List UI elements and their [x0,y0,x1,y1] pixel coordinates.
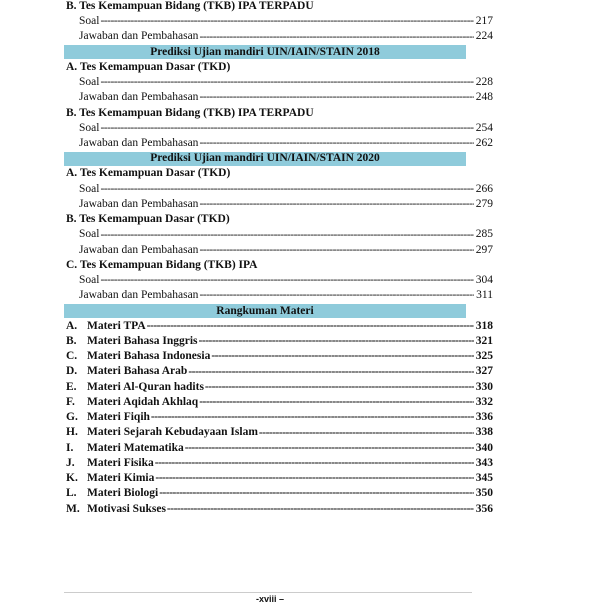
dot-leader [167,502,474,517]
dot-leader [155,471,474,486]
entry-letter: K. [66,472,78,485]
dot-leader [199,288,474,303]
entry-letter: L. [66,487,77,500]
entry-title: Materi Bahasa Inggris [87,335,198,348]
footer-divider [64,592,472,593]
dot-leader [151,410,474,425]
entry-letter: M. [66,502,80,515]
entry-page-number: 266 [475,182,493,195]
toc-entry [64,136,493,151]
entry-page-number: 350 [475,487,493,500]
entry-title: Soal [79,76,100,89]
toc-entry [64,334,493,349]
toc-section-heading: B. Tes Kemampuan Bidang (TKB) IPA TERPADU [66,0,314,12]
toc-entry [64,486,493,501]
dot-leader [147,319,474,334]
toc-entry [64,380,493,395]
entry-title: Jawaban dan Pembahasan [79,289,199,302]
toc-entry [64,273,493,288]
entry-page-number: 285 [475,228,493,241]
toc-entry [64,182,493,197]
entry-letter: D. [66,365,78,378]
entry-page-number: 356 [475,502,493,515]
entry-page-number: 304 [475,274,493,287]
dot-leader [199,90,474,105]
entry-page-number: 338 [475,426,493,439]
entry-title: Jawaban dan Pembahasan [79,137,199,150]
dot-leader [199,334,474,349]
entry-page-number: 327 [475,365,493,378]
toc-entry [64,425,493,440]
entry-title: Materi Al-Quran hadits [87,380,204,393]
dot-leader [205,380,474,395]
toc-entry [64,364,493,379]
dot-leader [259,426,474,441]
dot-leader [159,486,474,501]
dot-leader [185,441,474,456]
entry-page-number: 311 [476,289,493,302]
toc-entry [64,456,493,471]
toc-entry [64,75,493,90]
toc-entry [64,319,493,334]
entry-title: Motivasi Sukses [87,502,166,515]
dot-leader [199,30,474,45]
entry-title: Materi TPA [87,319,146,332]
entry-title: Soal [79,274,100,287]
entry-page-number: 248 [475,91,493,104]
dot-leader [100,75,474,90]
entry-page-number: 217 [475,15,493,28]
entry-page-number: 345 [475,472,493,485]
dot-leader [211,349,474,364]
toc-entry [64,441,493,456]
toc-section-heading: A. Tes Kemampuan Dasar (TKD) [66,60,231,73]
entry-page-number: 254 [475,121,493,134]
toc-entry [64,471,493,486]
entry-letter: C. [66,350,78,363]
section-header-bar: Rangkuman Materi [64,304,466,318]
toc-entry [64,121,493,136]
entry-title: Materi Fiqih [87,411,150,424]
entry-page-number: 343 [475,456,493,469]
entry-title: Materi Matematika [87,441,184,454]
entry-title: Materi Fisika [87,456,154,469]
toc-entry [64,395,493,410]
section-header-bar: Prediksi Ujian mandiri UIN/IAIN/STAIN 2020 [64,152,466,166]
dot-leader [100,228,474,243]
toc-entry [64,349,493,364]
dot-leader [199,136,474,151]
toc-entry [64,197,493,212]
dot-leader [100,182,474,197]
entry-page-number: 340 [475,441,493,454]
entry-letter: J. [66,456,75,469]
entry-letter: E. [66,380,77,393]
entry-title: Soal [79,121,100,134]
toc-entry [64,90,493,105]
table-of-contents [64,0,493,517]
entry-page-number: 330 [475,380,493,393]
section-header-bar: Prediksi Ujian mandiri UIN/IAIN/STAIN 2018 [64,45,466,59]
dot-leader [100,14,474,29]
dot-leader [155,456,474,471]
toc-entry [64,502,493,517]
toc-entry [64,14,493,29]
toc-entry [64,29,493,44]
dot-leader [100,121,474,136]
toc-section-heading: A. Tes Kemampuan Dasar (TKD) [66,167,231,180]
page-number: -xviii – [255,594,284,604]
entry-page-number: 262 [475,137,493,150]
entry-page-number: 224 [475,30,493,43]
entry-title: Materi Bahasa Indonesia [87,350,211,363]
entry-page-number: 321 [475,335,493,348]
entry-page-number: 228 [475,76,493,89]
entry-letter: G. [66,411,78,424]
entry-letter: I. [66,441,74,454]
toc-entry [64,288,493,303]
entry-page-number: 318 [475,319,493,332]
entry-title: Materi Sejarah Kebudayaan Islam [87,426,258,439]
dot-leader [100,273,474,288]
toc-section-heading: C. Tes Kemampuan Bidang (TKB) IPA [66,258,258,271]
toc-entry [64,243,493,258]
toc-entry [64,410,493,425]
entry-title: Jawaban dan Pembahasan [79,30,199,43]
entry-letter: F. [66,395,75,408]
entry-title: Materi Biologi [87,487,159,500]
dot-leader [199,395,474,410]
toc-section-heading: B. Tes Kemampuan Bidang (TKB) IPA TERPADU [66,106,314,119]
entry-title: Materi Aqidah Akhlaq [87,395,199,408]
dot-leader [199,197,474,212]
entry-letter: A. [66,319,78,332]
entry-letter: B. [66,335,77,348]
entry-title: Jawaban dan Pembahasan [79,91,199,104]
entry-title: Jawaban dan Pembahasan [79,243,199,256]
entry-page-number: 325 [475,350,493,363]
entry-page-number: 279 [475,197,493,210]
toc-section-heading: B. Tes Kemampuan Dasar (TKD) [66,213,230,226]
entry-page-number: 336 [475,411,493,424]
dot-leader [199,243,474,258]
entry-title: Soal [79,182,100,195]
entry-title: Materi Bahasa Arab [87,365,188,378]
entry-page-number: 332 [475,395,493,408]
entry-letter: H. [66,426,78,439]
dot-leader [188,365,474,380]
entry-title: Jawaban dan Pembahasan [79,197,199,210]
toc-entry [64,227,493,242]
entry-page-number: 297 [475,243,493,256]
entry-title: Soal [79,15,100,28]
entry-title: Materi Kimia [87,472,155,485]
entry-title: Soal [79,228,100,241]
